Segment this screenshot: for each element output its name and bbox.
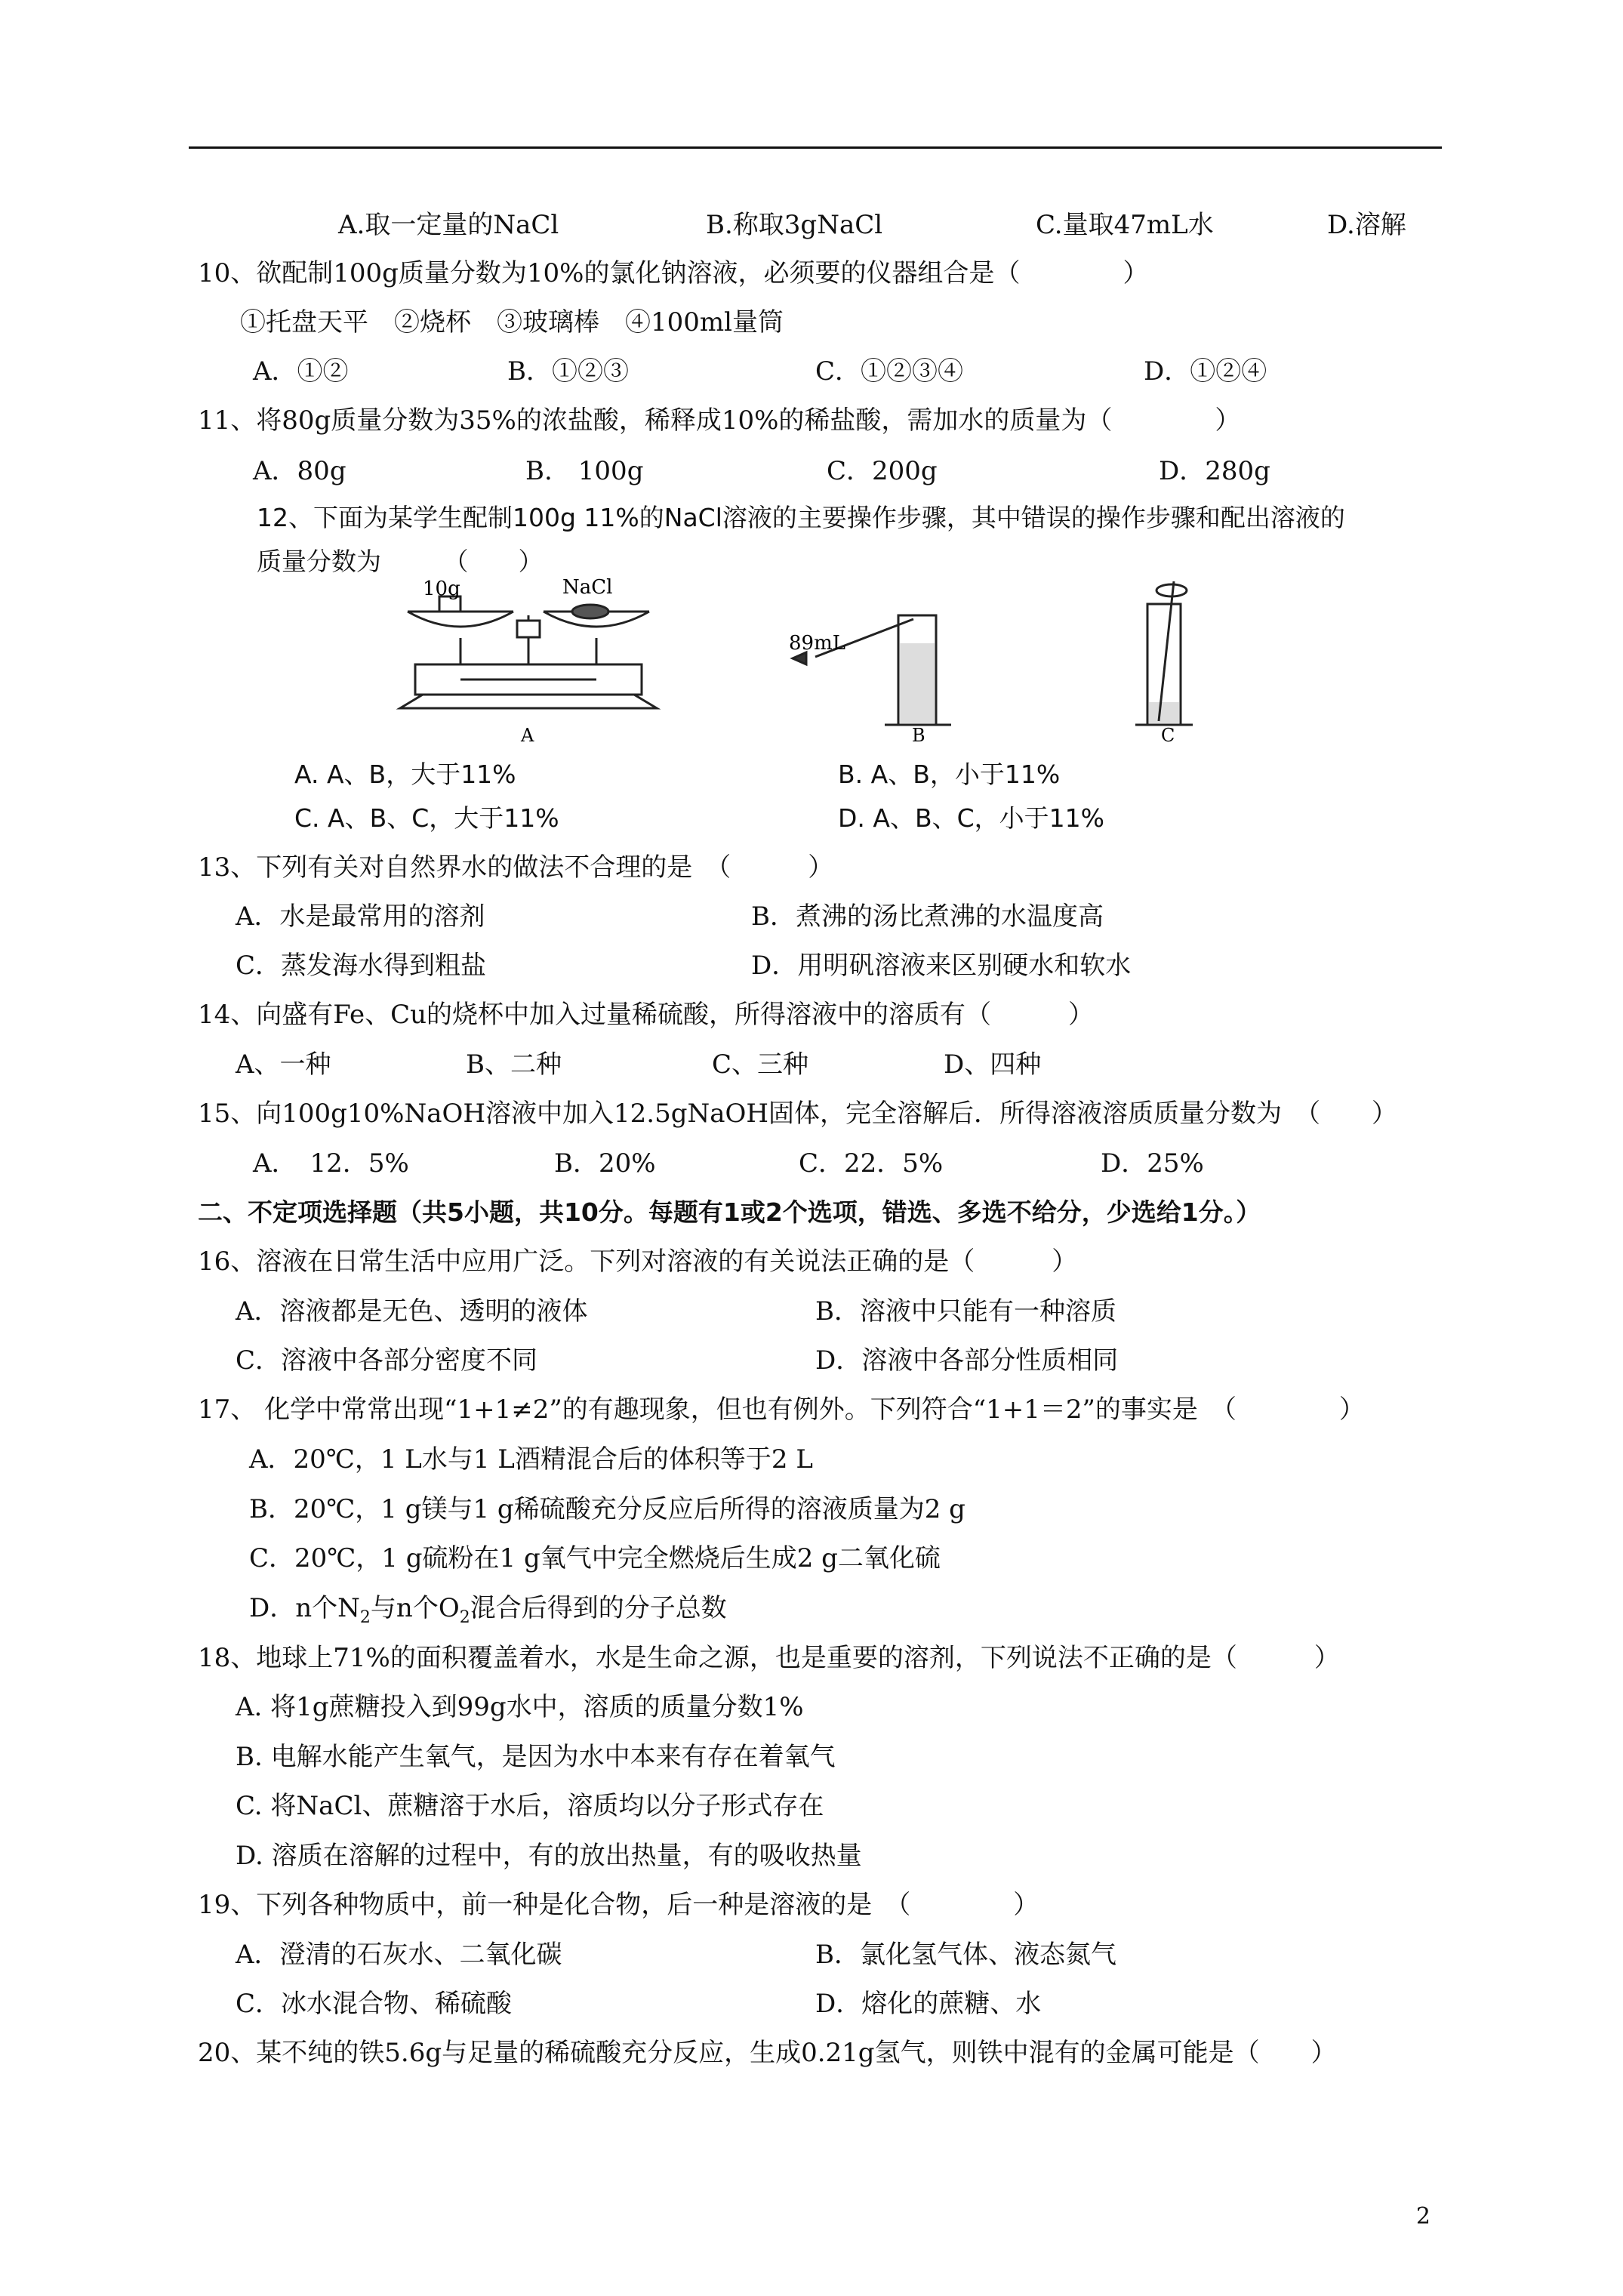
q18-option-a: A. 将1g蔗糖投入到99g水中，溶质的质量分数1% [236,1692,804,1722]
header-rule [189,146,1442,149]
cylinder-volume-label: 89mL [789,632,846,655]
q17-option-d [249,1592,727,1635]
q12-stem-line2: 质量分数为 （ ） [257,547,544,576]
balance-figure [400,596,657,708]
q17-d-sub1: 2 [359,1607,371,1627]
q17-d-mid: 与n个O [370,1593,460,1623]
q10-option-b: B．①②③ [507,356,629,387]
q11-option-d: D．280g [1159,456,1270,486]
q18-option-b: B. 电解水能产生氧气，是因为水中本来有存在着氧气 [236,1742,836,1772]
figure-a-caption: A [521,725,534,746]
q16-option-c: C．溶液中各部分密度不同 [236,1345,538,1376]
q10-stem: 10、欲配制100g质量分数为10%的氯化钠溶液，必须要的仪器组合是（ ） [198,258,1149,288]
q17-d-suffix: 混合后得到的分子总数 [470,1593,727,1623]
q17-option-a: A．20℃，1 L水与1 L酒精混合后的体积等于2 L [249,1444,813,1475]
q11-option-c: C．200g [827,456,938,486]
q13-option-d: D．用明矾溶液来区别硬水和软水 [751,951,1132,981]
page-number: 2 [1415,2203,1431,2230]
q15-option-c: C．22．5% [799,1148,944,1179]
q13-option-c: C．蒸发海水得到粗盐 [236,951,487,981]
q12-option-a: A. A、B，大于11% [294,760,516,789]
q15-stem: 15、向100g10%NaOH溶液中加入12.5gNaOH固体，完全溶解后．所得溶液溶质质量分数为 （ ） [198,1099,1398,1129]
q16-option-a: A．溶液都是无色、透明的液体 [236,1296,588,1327]
q18-option-c: C. 将NaCl、蔗糖溶于水后，溶质均以分子形式存在 [236,1791,824,1821]
q17-stem: 17、 化学中常常出现“1+1≠2”的有趣现象，但也有例外。下列符合“1+1＝2”的事实是 （ ） [198,1395,1365,1425]
q16-option-b: B．溶液中只能有一种溶质 [815,1296,1116,1327]
q13-stem: 13、下列有关对自然界水的做法不合理的是 （ ） [198,852,834,883]
q10-option-d: D．①②④ [1144,356,1267,387]
q10-items: ①托盘天平 ②烧杯 ③玻璃棒 ④100ml量筒 [240,307,784,337]
q11-option-a: A．80g [253,456,346,486]
q12-option-c: C. A、B、C，大于11% [294,803,559,833]
q19-option-b: B．氯化氢气体、液态氮气 [815,1940,1116,1970]
q15-option-a: A． 12．5% [253,1148,409,1179]
q9-option-a: A.取一定量的NaCl [338,210,559,240]
q14-option-b: B、二种 [466,1049,562,1080]
q17-d-prefix: D．n个N [249,1593,360,1623]
q10-option-a: A．①② [253,356,349,387]
q15-option-b: B．20% [554,1148,656,1179]
q11-stem: 11、将80g质量分数为35%的浓盐酸，稀释成10%的稀盐酸，需加水的质量为（ ） [198,405,1241,436]
q9-option-d: D.溶解 [1327,210,1406,240]
q12-option-b: B. A、B，小于11% [838,760,1061,789]
q17-d-sub2: 2 [459,1607,470,1627]
figure-b-caption: B [912,725,925,746]
q18-stem: 18、地球上71%的面积覆盖着水，水是生命之源，也是重要的溶剂，下列说法不正确的是（ ） [198,1643,1340,1673]
q16-option-d: D．溶液中各部分性质相同 [815,1345,1119,1376]
figure-c-caption: C [1161,725,1175,746]
section-2-heading: 二、不定项选择题（共5小题，共10分。每题有1或2个选项，错选、多选不给分，少选给1分。） [198,1197,1261,1227]
q12-figure [393,574,1238,755]
cylinder-stirring-figure [1135,581,1193,725]
q17-option-c: C．20℃，1 g硫粉在1 g氧气中完全燃烧后生成2 g二氧化硫 [249,1543,941,1573]
q14-option-c: C、三种 [712,1049,809,1080]
q20-stem: 20、某不纯的铁5.6g与足量的稀硫酸充分反应，生成0.21g氢气，则铁中混有的金属可能是（ ） [198,2038,1337,2068]
q14-stem: 14、向盛有Fe、Cu的烧杯中加入过量稀硫酸，所得溶液中的溶质有（ ） [198,1000,1095,1030]
balance-pan-label: NaCl [562,576,613,599]
q12-option-d: D. A、B、C，小于11% [838,803,1104,833]
q11-option-b: B. 100g [525,456,644,486]
q17-option-b: B．20℃，1 g镁与1 g稀硫酸充分反应后所得的溶液质量为2 g [249,1494,965,1524]
q19-option-d: D．熔化的蔗糖、水 [815,1989,1042,2019]
q19-option-c: C．冰水混合物、稀硫酸 [236,1989,513,2019]
q12-stem-line1: 12、下面为某学生配制100g 11%的NaCl溶液的主要操作步骤，其中错误的操作步骤和配出溶液的 [257,503,1345,532]
q18-option-d: D. 溶质在溶解的过程中，有的放出热量，有的吸收热量 [236,1841,862,1871]
q13-option-a: A．水是最常用的溶剂 [236,901,485,932]
q13-option-b: B．煮沸的汤比煮沸的水温度高 [751,901,1104,932]
q14-option-d: D、四种 [944,1049,1042,1080]
balance-weight-label: 10g [423,578,460,600]
q19-option-a: A．澄清的石灰水、二氧化碳 [236,1940,562,1970]
q16-stem: 16、溶液在日常生活中应用广泛。下列对溶液的有关说法正确的是（ ） [198,1247,1078,1277]
q9-option-b: B.称取3gNaCl [706,210,883,240]
q19-stem: 19、下列各种物质中，前一种是化合物，后一种是溶液的是 （ ） [198,1890,1039,1920]
q14-option-a: A、一种 [236,1049,331,1080]
q10-option-c: C．①②③④ [815,356,964,387]
q9-option-c: C.量取47mL水 [1036,210,1214,240]
q15-option-d: D．25% [1101,1148,1204,1179]
